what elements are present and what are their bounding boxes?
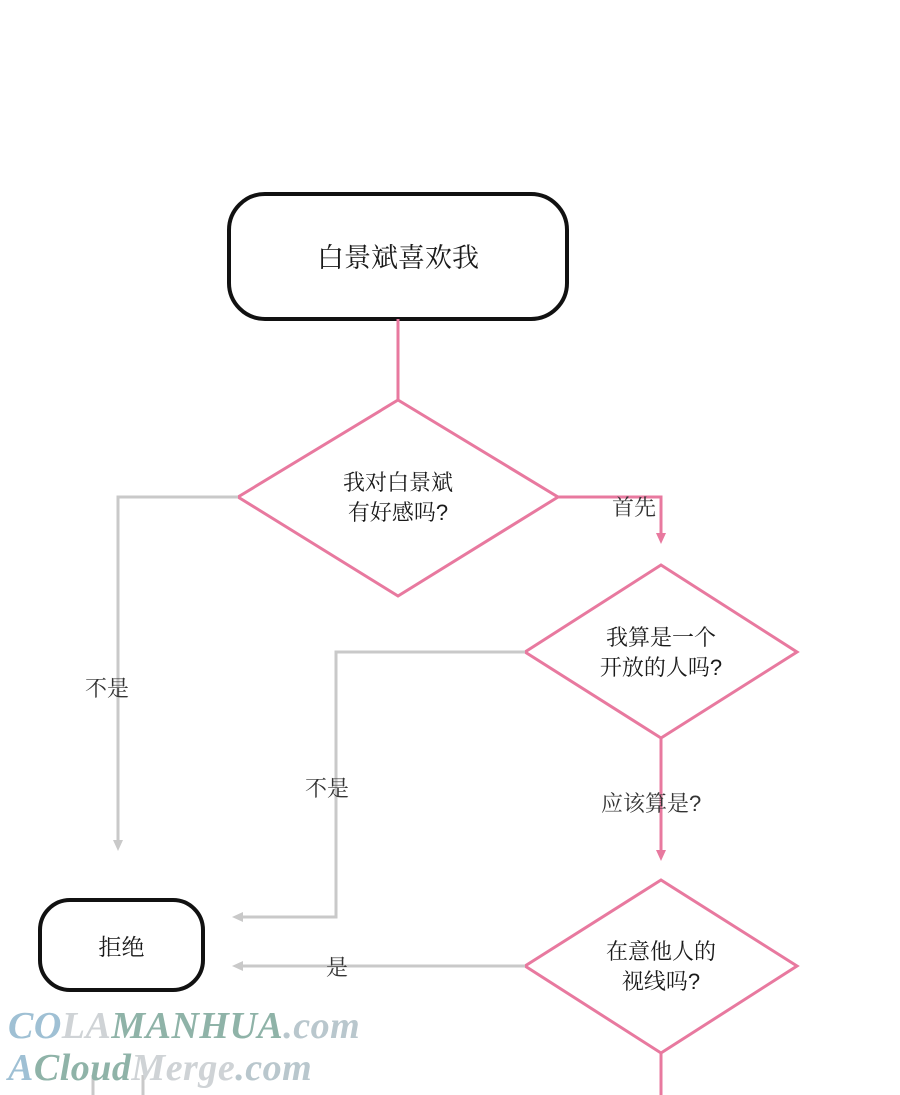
edge-label-first: 首先 <box>612 495 657 520</box>
edge-decision1-no <box>118 497 238 845</box>
node-reject-label: 拒绝 <box>98 934 145 960</box>
watermark-line-1 <box>8 1004 360 1048</box>
watermark-part-la: LA <box>61 1005 112 1047</box>
node-decision3-label: 在意他人的 视线吗? <box>605 939 716 994</box>
node-decision1-shape <box>238 400 558 596</box>
node-start-shape <box>229 194 567 319</box>
watermark-part-cola: CO <box>8 1005 62 1047</box>
watermark-line-2 <box>8 1046 312 1090</box>
node-decision2-label: 我算是一个 开放的人吗? <box>599 625 723 680</box>
edge-label-decision2-yes: 应该算是? <box>601 791 702 816</box>
watermark-part-manhua: MANHUA <box>111 1005 284 1047</box>
edge-label-decision2-no: 不是 <box>305 776 350 801</box>
node-decision2-shape <box>525 565 797 738</box>
watermark-part-com1: .com <box>283 1005 361 1047</box>
edge-label-decision3-yes: 是 <box>326 955 349 980</box>
watermark-part-a: A <box>8 1047 34 1089</box>
watermark-part-cloud: Cloud <box>33 1047 132 1089</box>
node-decision1-label: 我对白景斌 有好感吗? <box>342 470 453 525</box>
edge-label-decision1-no: 不是 <box>85 676 130 701</box>
edge-decision2-no <box>238 652 525 917</box>
node-start-label: 白景斌喜欢我 <box>317 243 479 273</box>
watermark-part-com2: .com <box>235 1047 313 1089</box>
node-reject-shape <box>40 900 203 990</box>
node-decision3-shape <box>525 880 797 1053</box>
watermark-part-merge: Merge <box>131 1047 236 1089</box>
